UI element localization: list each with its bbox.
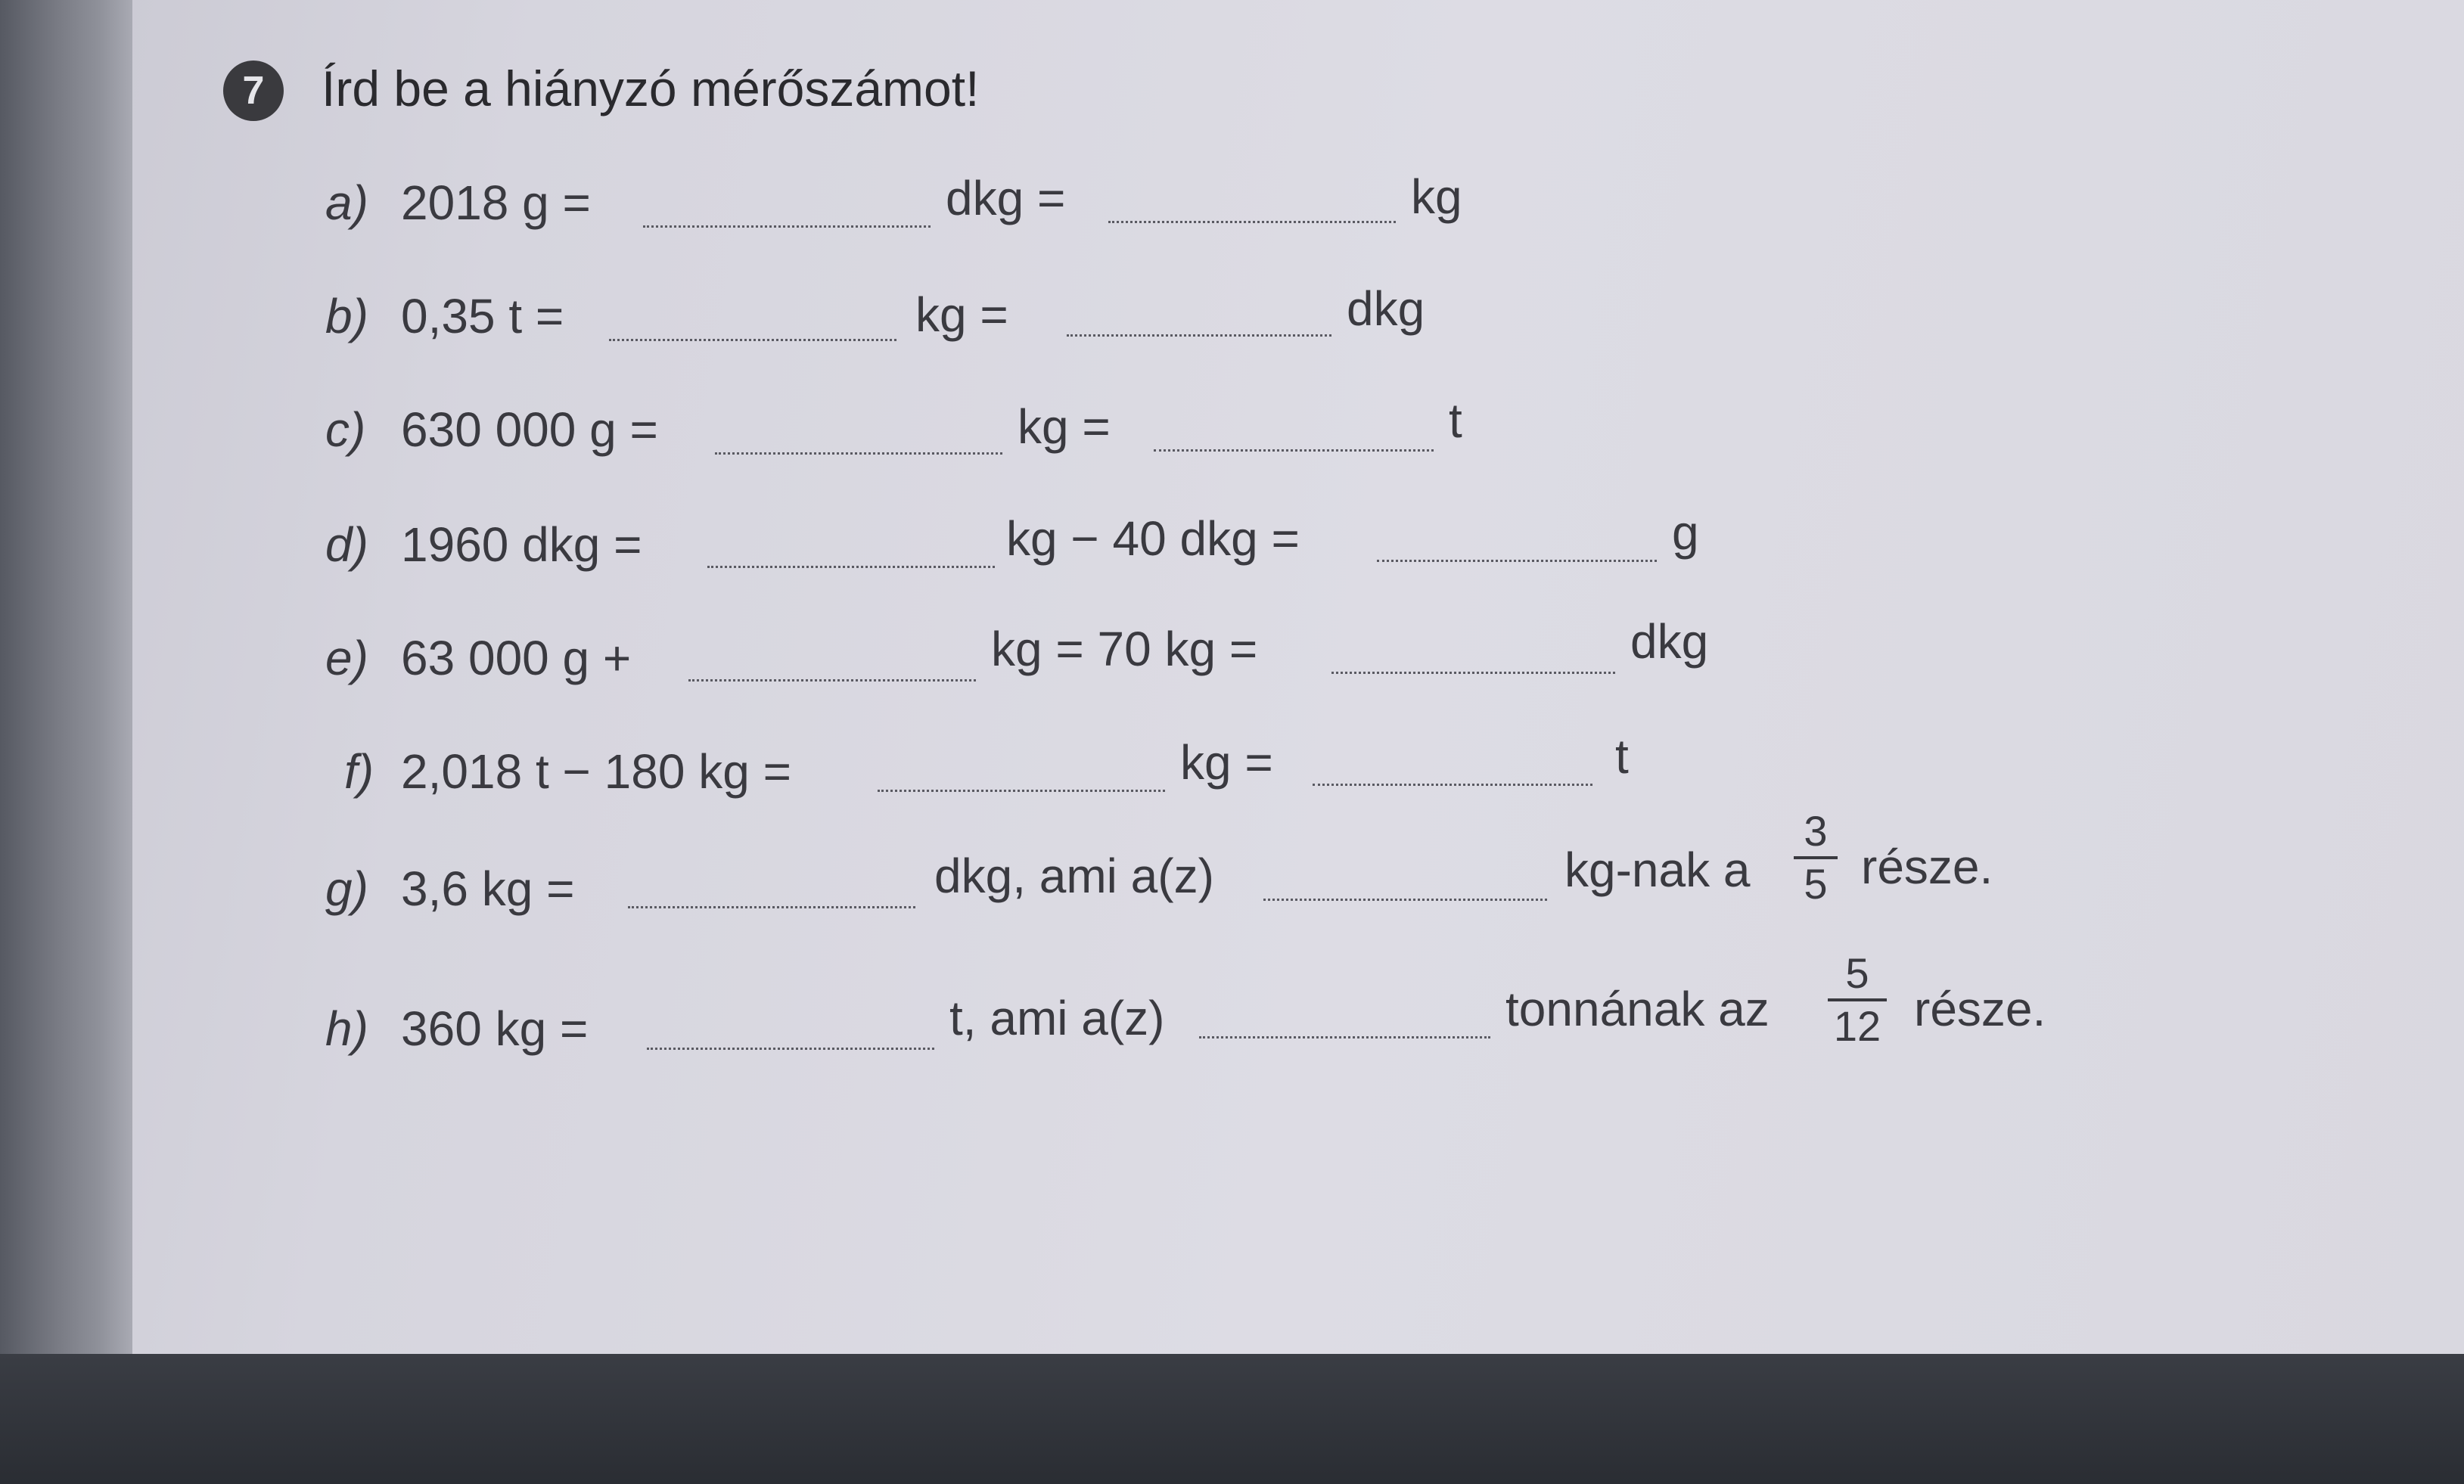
row-label: a) xyxy=(325,175,368,230)
row-tail: része. xyxy=(1914,982,2046,1036)
row-expression: 1960 dkg = xyxy=(401,517,642,572)
unit-1: dkg, ami a(z) xyxy=(934,849,1214,903)
unit-1: kg = xyxy=(1180,735,1273,790)
row-expression: 360 kg = xyxy=(401,1001,589,1056)
unit-1: t, ami a(z) xyxy=(949,991,1165,1045)
unit-1: dkg = xyxy=(946,171,1066,225)
unit-1: kg − 40 dkg = xyxy=(1006,511,1300,566)
answer-blank-1[interactable] xyxy=(688,679,976,681)
row-label: h) xyxy=(325,1001,368,1056)
row-label: b) xyxy=(325,289,368,343)
answer-blank-2[interactable] xyxy=(1199,1036,1490,1038)
answer-blank-2[interactable] xyxy=(1331,672,1615,674)
unit-2: tonnának az xyxy=(1505,982,1770,1036)
answer-blank-1[interactable] xyxy=(647,1048,934,1050)
answer-blank-1[interactable] xyxy=(643,225,931,228)
task-title: Írd be a hiányzó mérőszámot! xyxy=(322,61,980,116)
row-tail: része. xyxy=(1861,840,1993,894)
row-expression: 2,018 t − 180 kg = xyxy=(401,744,791,799)
unit-2: dkg xyxy=(1347,281,1425,336)
fraction-numerator: 3 xyxy=(1804,807,1828,855)
unit-2: g xyxy=(1672,505,1699,560)
unit-2: kg-nak a xyxy=(1564,843,1751,897)
unit-1: kg = xyxy=(915,287,1008,342)
answer-blank-1[interactable] xyxy=(878,790,1165,792)
unit-1: kg = xyxy=(1018,399,1111,454)
fraction xyxy=(1823,950,1891,1050)
fraction-numerator: 5 xyxy=(1845,949,1869,997)
answer-blank-2[interactable] xyxy=(1377,560,1657,562)
fraction-denominator: 5 xyxy=(1804,860,1828,908)
row-label: e) xyxy=(325,631,368,685)
row-label: g) xyxy=(325,862,368,916)
book-binding xyxy=(0,0,132,1369)
row-expression: 0,35 t = xyxy=(401,289,564,343)
row-expression: 2018 g = xyxy=(401,175,591,230)
answer-blank-1[interactable] xyxy=(707,566,995,568)
unit-2: kg xyxy=(1411,169,1462,224)
unit-1: kg = 70 kg = xyxy=(991,622,1258,676)
row-expression: 630 000 g = xyxy=(401,402,658,457)
row-label: f) xyxy=(344,744,374,799)
answer-blank-2[interactable] xyxy=(1263,899,1547,901)
fraction-denominator: 12 xyxy=(1833,1002,1881,1050)
fraction xyxy=(1789,808,1842,908)
answer-blank-2[interactable] xyxy=(1108,221,1396,223)
unit-2: t xyxy=(1449,393,1462,448)
answer-blank-2[interactable] xyxy=(1067,334,1331,337)
unit-2: dkg xyxy=(1630,614,1709,669)
answer-blank-2[interactable] xyxy=(1154,449,1434,452)
fraction-bar xyxy=(1794,856,1838,859)
row-label: d) xyxy=(325,517,368,572)
fraction-bar xyxy=(1828,998,1887,1001)
answer-blank-2[interactable] xyxy=(1313,784,1592,786)
answer-blank-1[interactable] xyxy=(609,339,896,341)
row-label: c) xyxy=(325,402,366,457)
unit-2: t xyxy=(1615,729,1629,784)
answer-blank-1[interactable] xyxy=(628,906,915,908)
row-expression: 63 000 g + xyxy=(401,631,632,685)
row-expression: 3,6 kg = xyxy=(401,862,575,916)
answer-blank-1[interactable] xyxy=(715,452,1002,455)
task-number-badge: 7 xyxy=(223,61,284,121)
page-edge-shadow xyxy=(0,1354,2464,1484)
